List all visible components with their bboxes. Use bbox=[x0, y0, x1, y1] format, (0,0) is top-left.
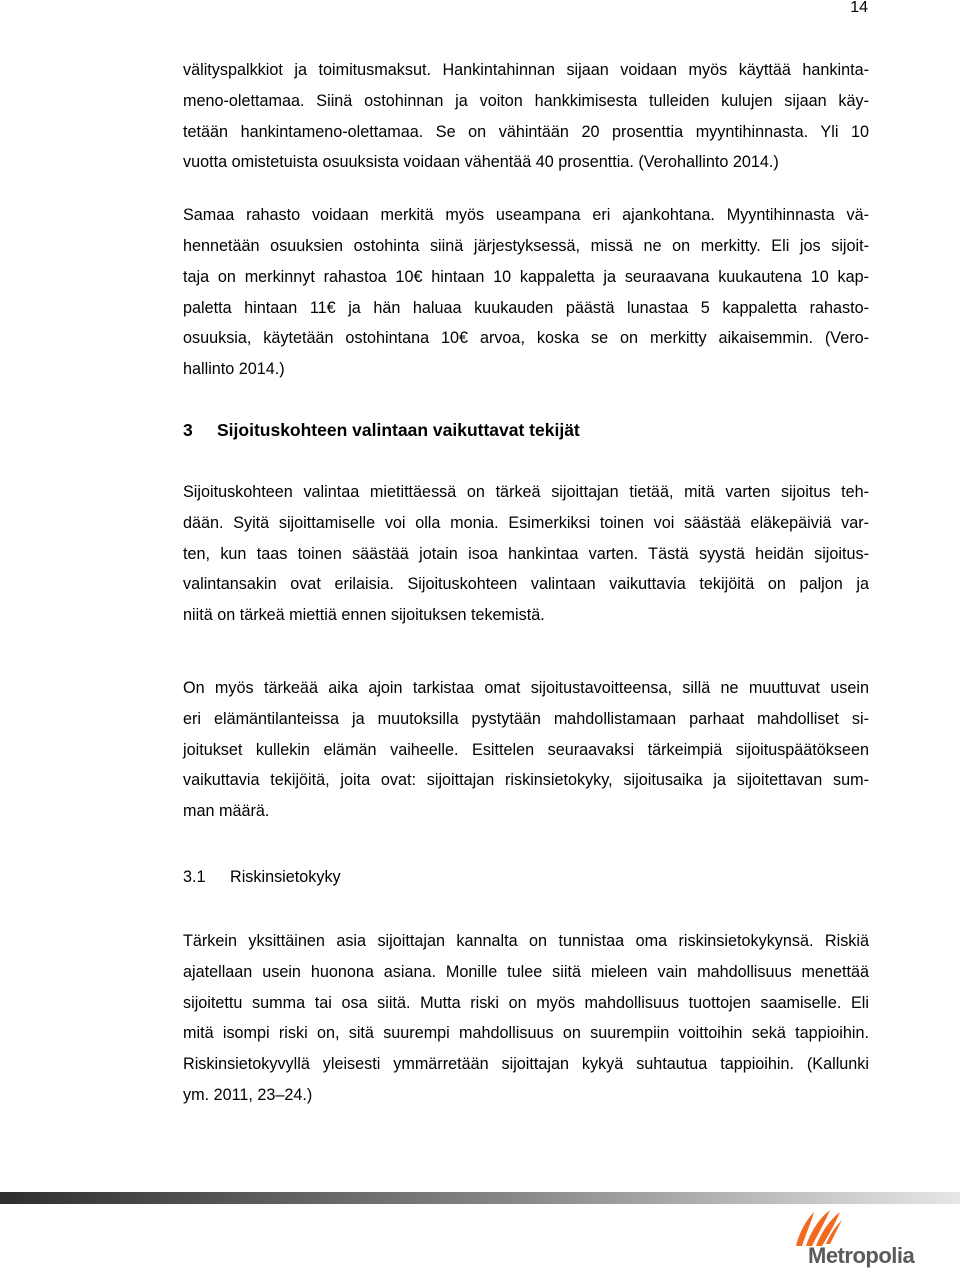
paragraph bbox=[183, 55, 869, 178]
text-line: eri elämäntilanteissa ja muutoksilla pystytään mahdollistamaan parhaat mahdolliset si- bbox=[183, 709, 869, 728]
paragraph bbox=[183, 200, 869, 385]
text-line: niitä on tärkeä miettiä ennen sijoituksen tekemistä. bbox=[183, 606, 545, 625]
text-line: vuotta omistetuista osuuksista voidaan vähentää 40 prosenttia. (Verohallinto 2014.) bbox=[183, 153, 779, 172]
text-line: paletta hintaan 11€ ja hän haluaa kuukauden päästä lunastaa 5 kappaletta rahasto- bbox=[183, 298, 869, 317]
subsection-title: Riskinsietokyky bbox=[230, 867, 341, 886]
text-line: meno-olettamaa. Siinä ostohinnan ja voiton hankkimisesta tulleiden kulujen sijaan käy- bbox=[183, 91, 869, 110]
text-line: osuuksia, käytetään ostohintana 10€ arvoa, koska se on merkitty aikaisemmin. (Vero- bbox=[183, 329, 869, 348]
text-line: välityspalkkiot ja toimitusmaksut. Hankintahinnan sijaan voidaan myös käyttää hankinta- bbox=[183, 61, 869, 79]
text-line: ajatellaan usein huonona asiana. Monille tulee siitä mieleen vain mahdollisuus menettää bbox=[183, 962, 869, 981]
paragraph bbox=[183, 477, 869, 631]
section-heading bbox=[183, 415, 869, 445]
logo-text: Metropolia bbox=[808, 1243, 915, 1268]
text-line: dään. Syitä sijoittamiselle voi olla monia. Esimerkiksi toinen voi säästää eläkepäiviä var- bbox=[183, 513, 869, 532]
footer-bar bbox=[0, 1190, 960, 1206]
page-number: 14 bbox=[850, 0, 868, 16]
text-line: Riskinsietokyvyllä yleisesti ymmärretään sijoittajan kykyä suhtautua tappioihin. (Kallunki bbox=[183, 1055, 869, 1074]
text-line: tetään hankintameno-olettamaa. Se on vähintään 20 prosenttia myyntihinnasta. Yli 10 bbox=[183, 122, 869, 141]
section-number: 3 bbox=[183, 419, 193, 440]
text-line: hennetään osuuksien ostohinta siinä järjestyksessä, missä ne on merkitty. Eli jos sijoit- bbox=[183, 236, 869, 255]
text-line: taja on merkinnyt rahastoa 10€ hintaan 10 kappaletta ja seuraavana kuukautena 10 kap- bbox=[183, 267, 869, 286]
text-line: Sijoituskohteen valintaa mietittäessä on tärkeä sijoittajan tietää, mitä varten sijoitus teh- bbox=[183, 482, 869, 501]
document-body bbox=[183, 55, 869, 1111]
text-line: ym. 2011, 23–24.) bbox=[183, 1085, 313, 1104]
text-line: On myös tärkeää aika ajoin tarkistaa omat sijoitustavoitteensa, sillä ne muuttuvat usein bbox=[183, 678, 869, 697]
text-line: mitä isompi riski on, sitä suurempi mahdollisuus on suurempiin voittoihin sekä tappioihin. bbox=[183, 1024, 869, 1043]
paragraph bbox=[183, 926, 869, 1111]
text-line: sijoitettu summa tai osa siitä. Mutta riski on myös mahdollisuus tuottojen saamiselle. Eli bbox=[183, 993, 869, 1012]
text-line: Tärkein yksittäinen asia sijoittajan kannalta on tunnistaa oma riskinsietokykynsä. Riskiä bbox=[183, 931, 869, 950]
subsection-heading bbox=[183, 862, 869, 892]
text-line: Samaa rahasto voidaan merkitä myös useampana eri ajankohtana. Myyntihinnasta vä- bbox=[183, 206, 869, 225]
paragraph bbox=[183, 673, 869, 827]
text-line: man määrä. bbox=[183, 802, 270, 821]
text-line: vaikuttavia tekijöitä, joita ovat: sijoittajan riskinsietokyky, sijoitusaika ja sijoitettavan sum- bbox=[183, 771, 869, 790]
text-line: hallinto 2014.) bbox=[183, 360, 285, 379]
text-line: valintansakin ovat erilaisia. Sijoituskohteen valintaan vaikuttavia tekijöitä on paljon ja bbox=[183, 575, 869, 594]
subsection-number: 3.1 bbox=[183, 867, 206, 886]
text-line: joitukset kullekin elämän vaiheelle. Esittelen seuraavaksi tärkeimpiä sijoituspäätökseen bbox=[183, 740, 869, 759]
text-line: ten, kun taas toinen säästää jotain isoa hankintaa varten. Tästä syystä heidän sijoitus- bbox=[183, 544, 869, 563]
section-title: Sijoituskohteen valintaan vaikuttavat tekijät bbox=[217, 419, 580, 440]
